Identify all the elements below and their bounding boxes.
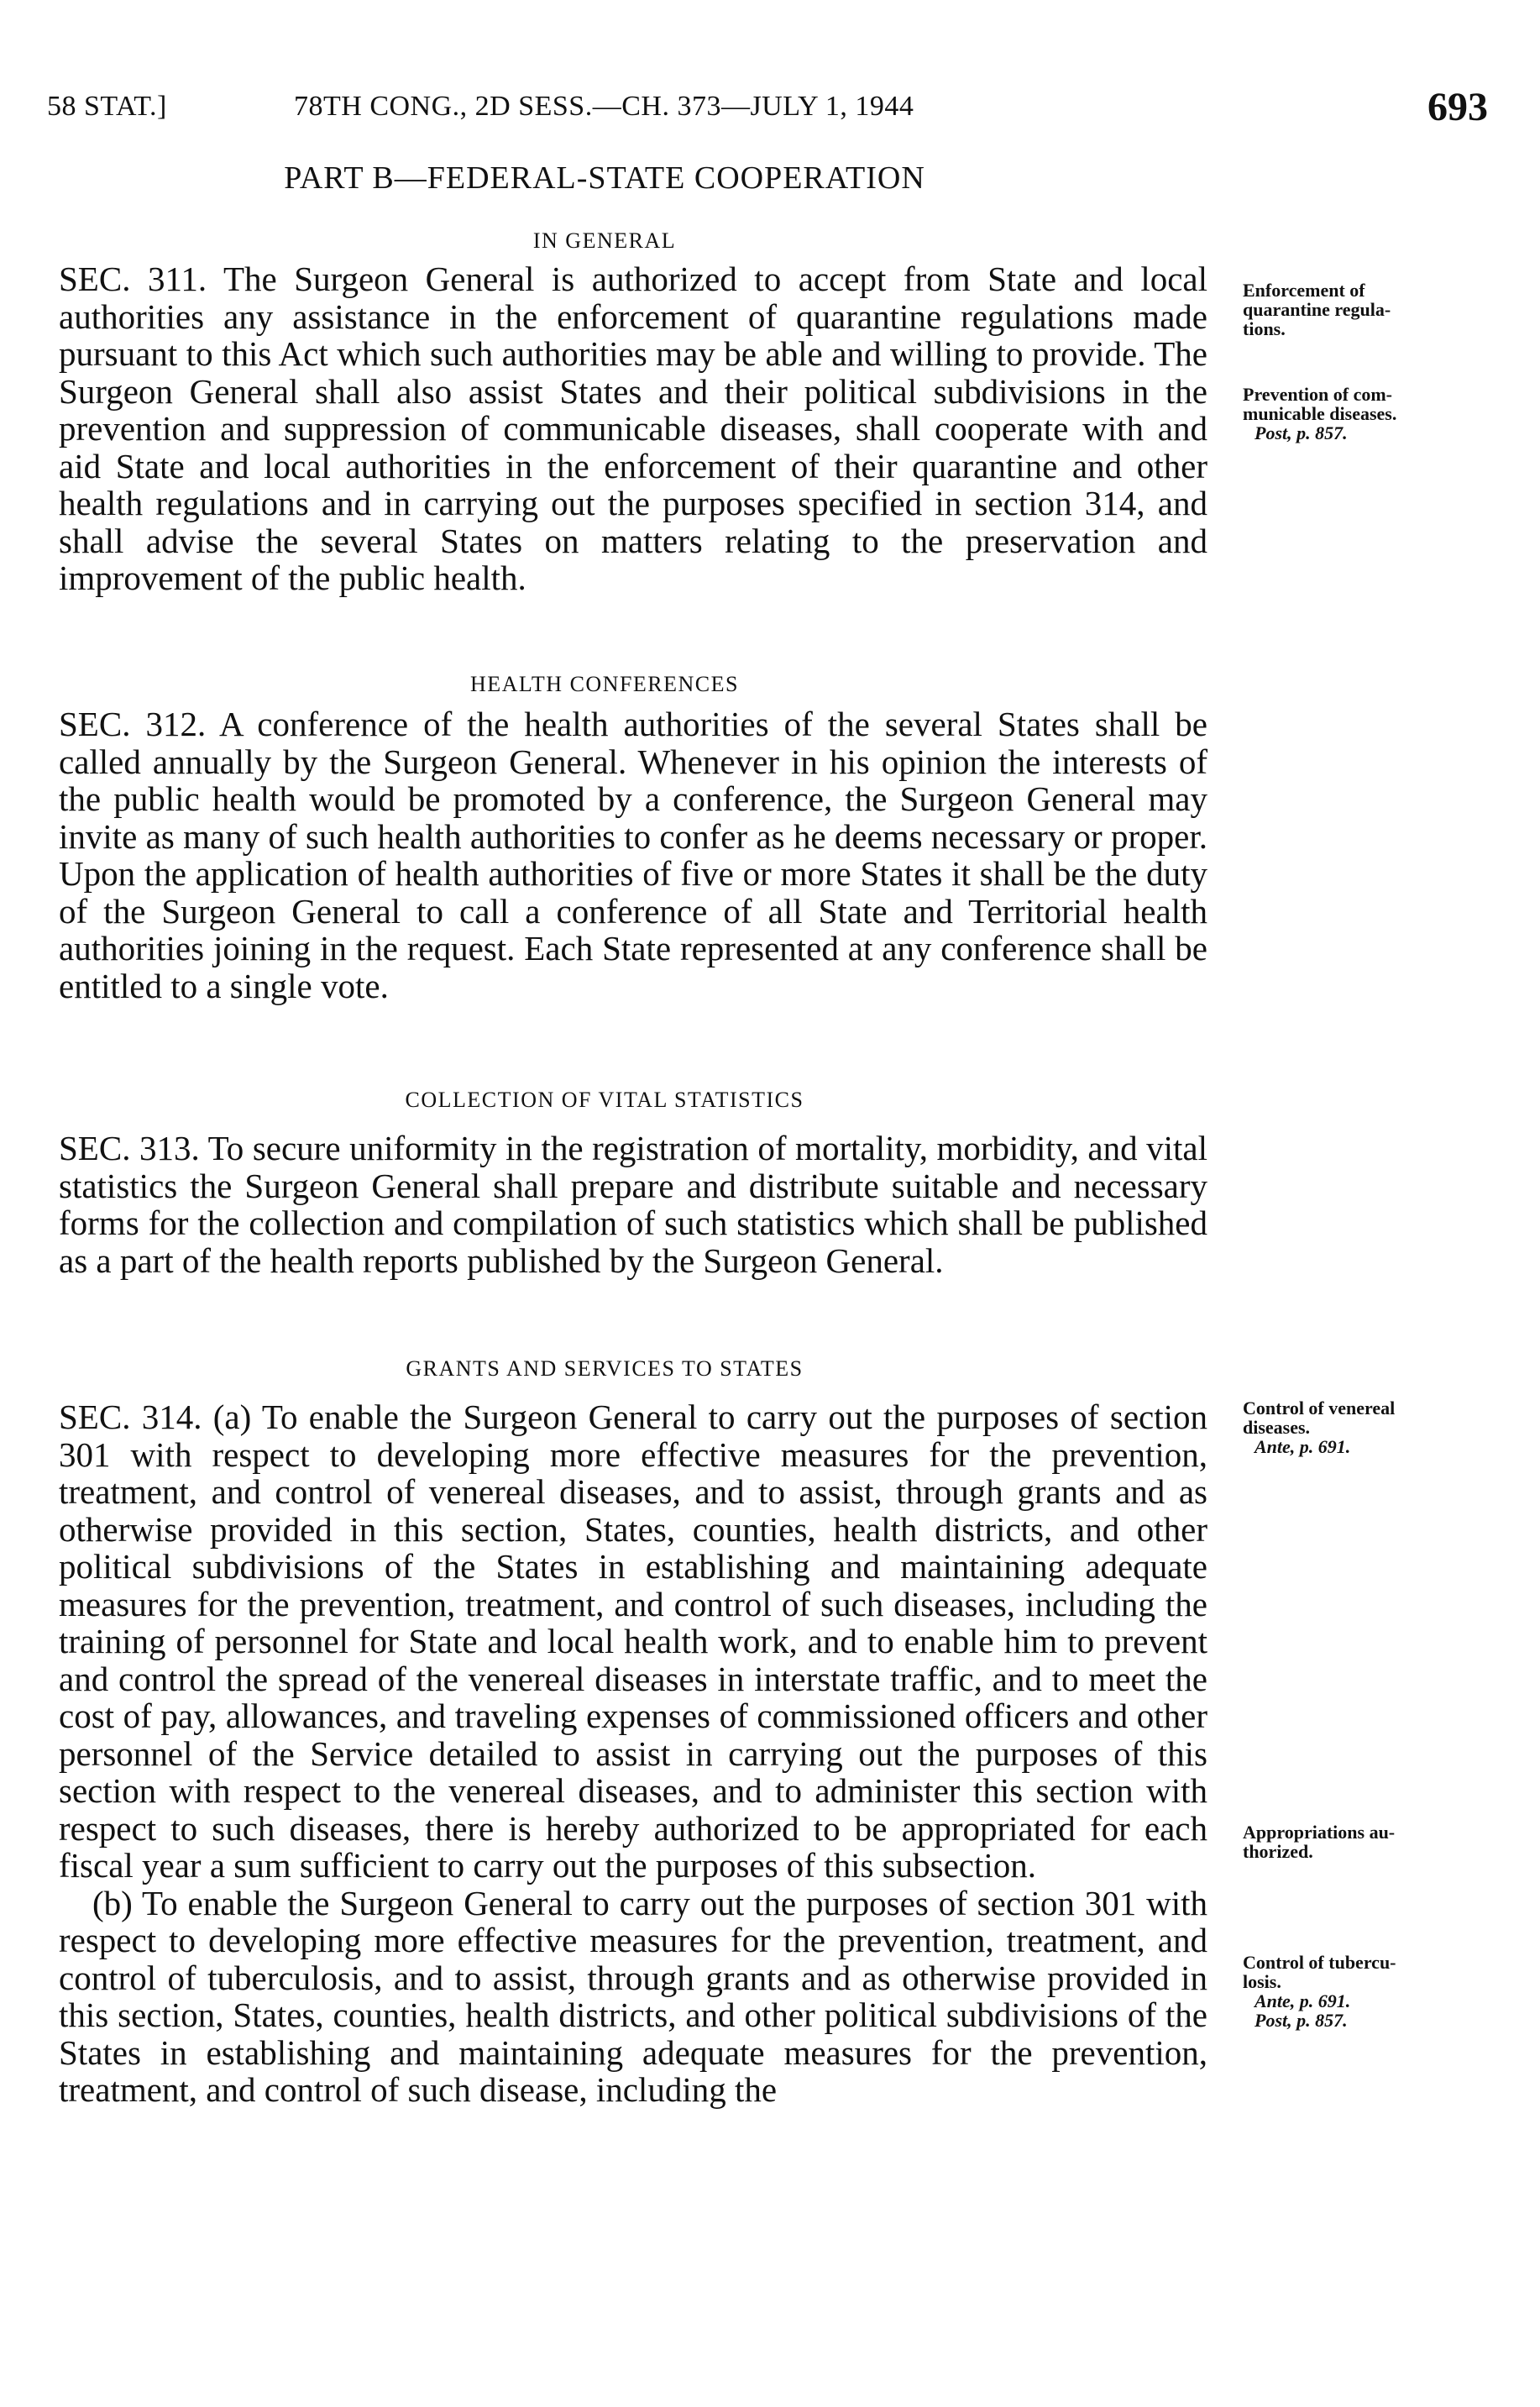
section-311 bbox=[59, 260, 1207, 597]
margin-note-enforcement: Enforcement of quarantine regula- tions. bbox=[1243, 280, 1391, 339]
section-number: SEC. 314. bbox=[59, 1398, 202, 1436]
page-header bbox=[0, 85, 1540, 141]
margin-note-appropriations: Appropriations au- thorized. bbox=[1243, 1822, 1396, 1862]
section-314 bbox=[59, 1398, 1207, 2109]
part-title: PART B—FEDERAL-STATE COOPERATION bbox=[284, 160, 925, 196]
section-number: SEC. 313. bbox=[59, 1129, 200, 1167]
margin-note-venereal: Control of venereal diseases. Ante, p. 691. bbox=[1243, 1398, 1396, 1457]
section-number: SEC. 312. bbox=[59, 705, 207, 743]
section-number: SEC. 311. bbox=[59, 260, 207, 298]
section-text: The Surgeon General is authorized to accept from State and local authorities any assistance in the enforcement of quarantine regulations made pursuant to this Act which such authorities may be able and willing to provide. The Surgeon General shall also assist States and their political subdivisions in the prevention and suppression of communicable diseases, shall cooperate with and aid State and local authorities in the enforcement of their quarantine and other health regulations and in carrying out the purposes specified in section 314, and shall advise the several States on matters relating to the preservation and improvement of the public health. bbox=[59, 260, 1208, 597]
section-heading-311: IN GENERAL bbox=[532, 228, 677, 253]
margin-note-prevention: Prevention of com- municable diseases. Post, p. 857. bbox=[1243, 384, 1397, 443]
margin-note-tuberculosis: Control of tubercu- losis. Ante, p. 691. Post, p. 857. bbox=[1243, 1952, 1396, 2031]
statute-volume: 58 STAT.] bbox=[47, 91, 167, 122]
section-313 bbox=[59, 1130, 1207, 1279]
section-text: To secure uniformity in the registration of mortality, morbidity, and vital statistics the Surgeon General shall prepare and distribute suitable and necessary forms for the collection and compilation of such statistics which shall be published as a part of the health reports published by the Surgeon General. bbox=[59, 1129, 1207, 1280]
page-number: 693 bbox=[1427, 85, 1488, 129]
section-text-b: (b) To enable the Surgeon General to carry out the purposes of section 301 with respect to developing more effective measures for the prevention, treatment, and control of tuberculosis, and to assist, through grants and as otherwise provided in this section, States, counties, health districts, and other political subdivisions of the States in establishing and maintaining adequate measures for the prevention, treatment, and control of such disease, including the bbox=[59, 1883, 1207, 2109]
section-heading-312: HEALTH CONFERENCES bbox=[469, 672, 739, 696]
section-heading-313: COLLECTION OF VITAL STATISTICS bbox=[405, 1088, 804, 1112]
section-heading-314: GRANTS AND SERVICES TO STATES bbox=[406, 1356, 804, 1381]
section-text: A conference of the health authorities of the several States shall be called annually by the Surgeon General. Whenever in his opinion the interests of the public health would be promoted by a conference, the Surgeon General may invite as many of such health authorities to confer as he deems necessary or proper. Upon the application of health authorities of five or more States it shall be the duty of the Surgeon General to call a conference of all State and Territorial health authorities joining in the request. Each State represented at any conference shall be entitled to a single vote. bbox=[59, 705, 1207, 1005]
section-text-a: (a) To enable the Surgeon General to carry out the purposes of section 301 with respect to developing more effective measures for the prevention, treatment, and control of venereal diseases, and to assist, through grants and as otherwise provided in this section, States, counties, health districts, and other political subdivisions of the States in establishing and maintaining adequate measures for the prevention, treatment, and control of such diseases, including the training of personnel for State and local health work, and to enable him to prevent and control the spread of the venereal diseases in interstate traffic, and to meet the cost of pay, allowances, and traveling expenses of commissioned officers and other personnel of the Service detailed to assist in carrying out the purposes of this section with respect to the venereal diseases, and to administer this section with respect to such diseases, there is hereby authorized to be appropriated for each fiscal year a sum sufficient to carry out the purposes of this subsection. bbox=[59, 1398, 1207, 1885]
section-312 bbox=[59, 705, 1207, 1004]
congress-session-chapter: 78TH CONG., 2D SESS.—CH. 373—JULY 1, 1944 bbox=[294, 91, 914, 122]
